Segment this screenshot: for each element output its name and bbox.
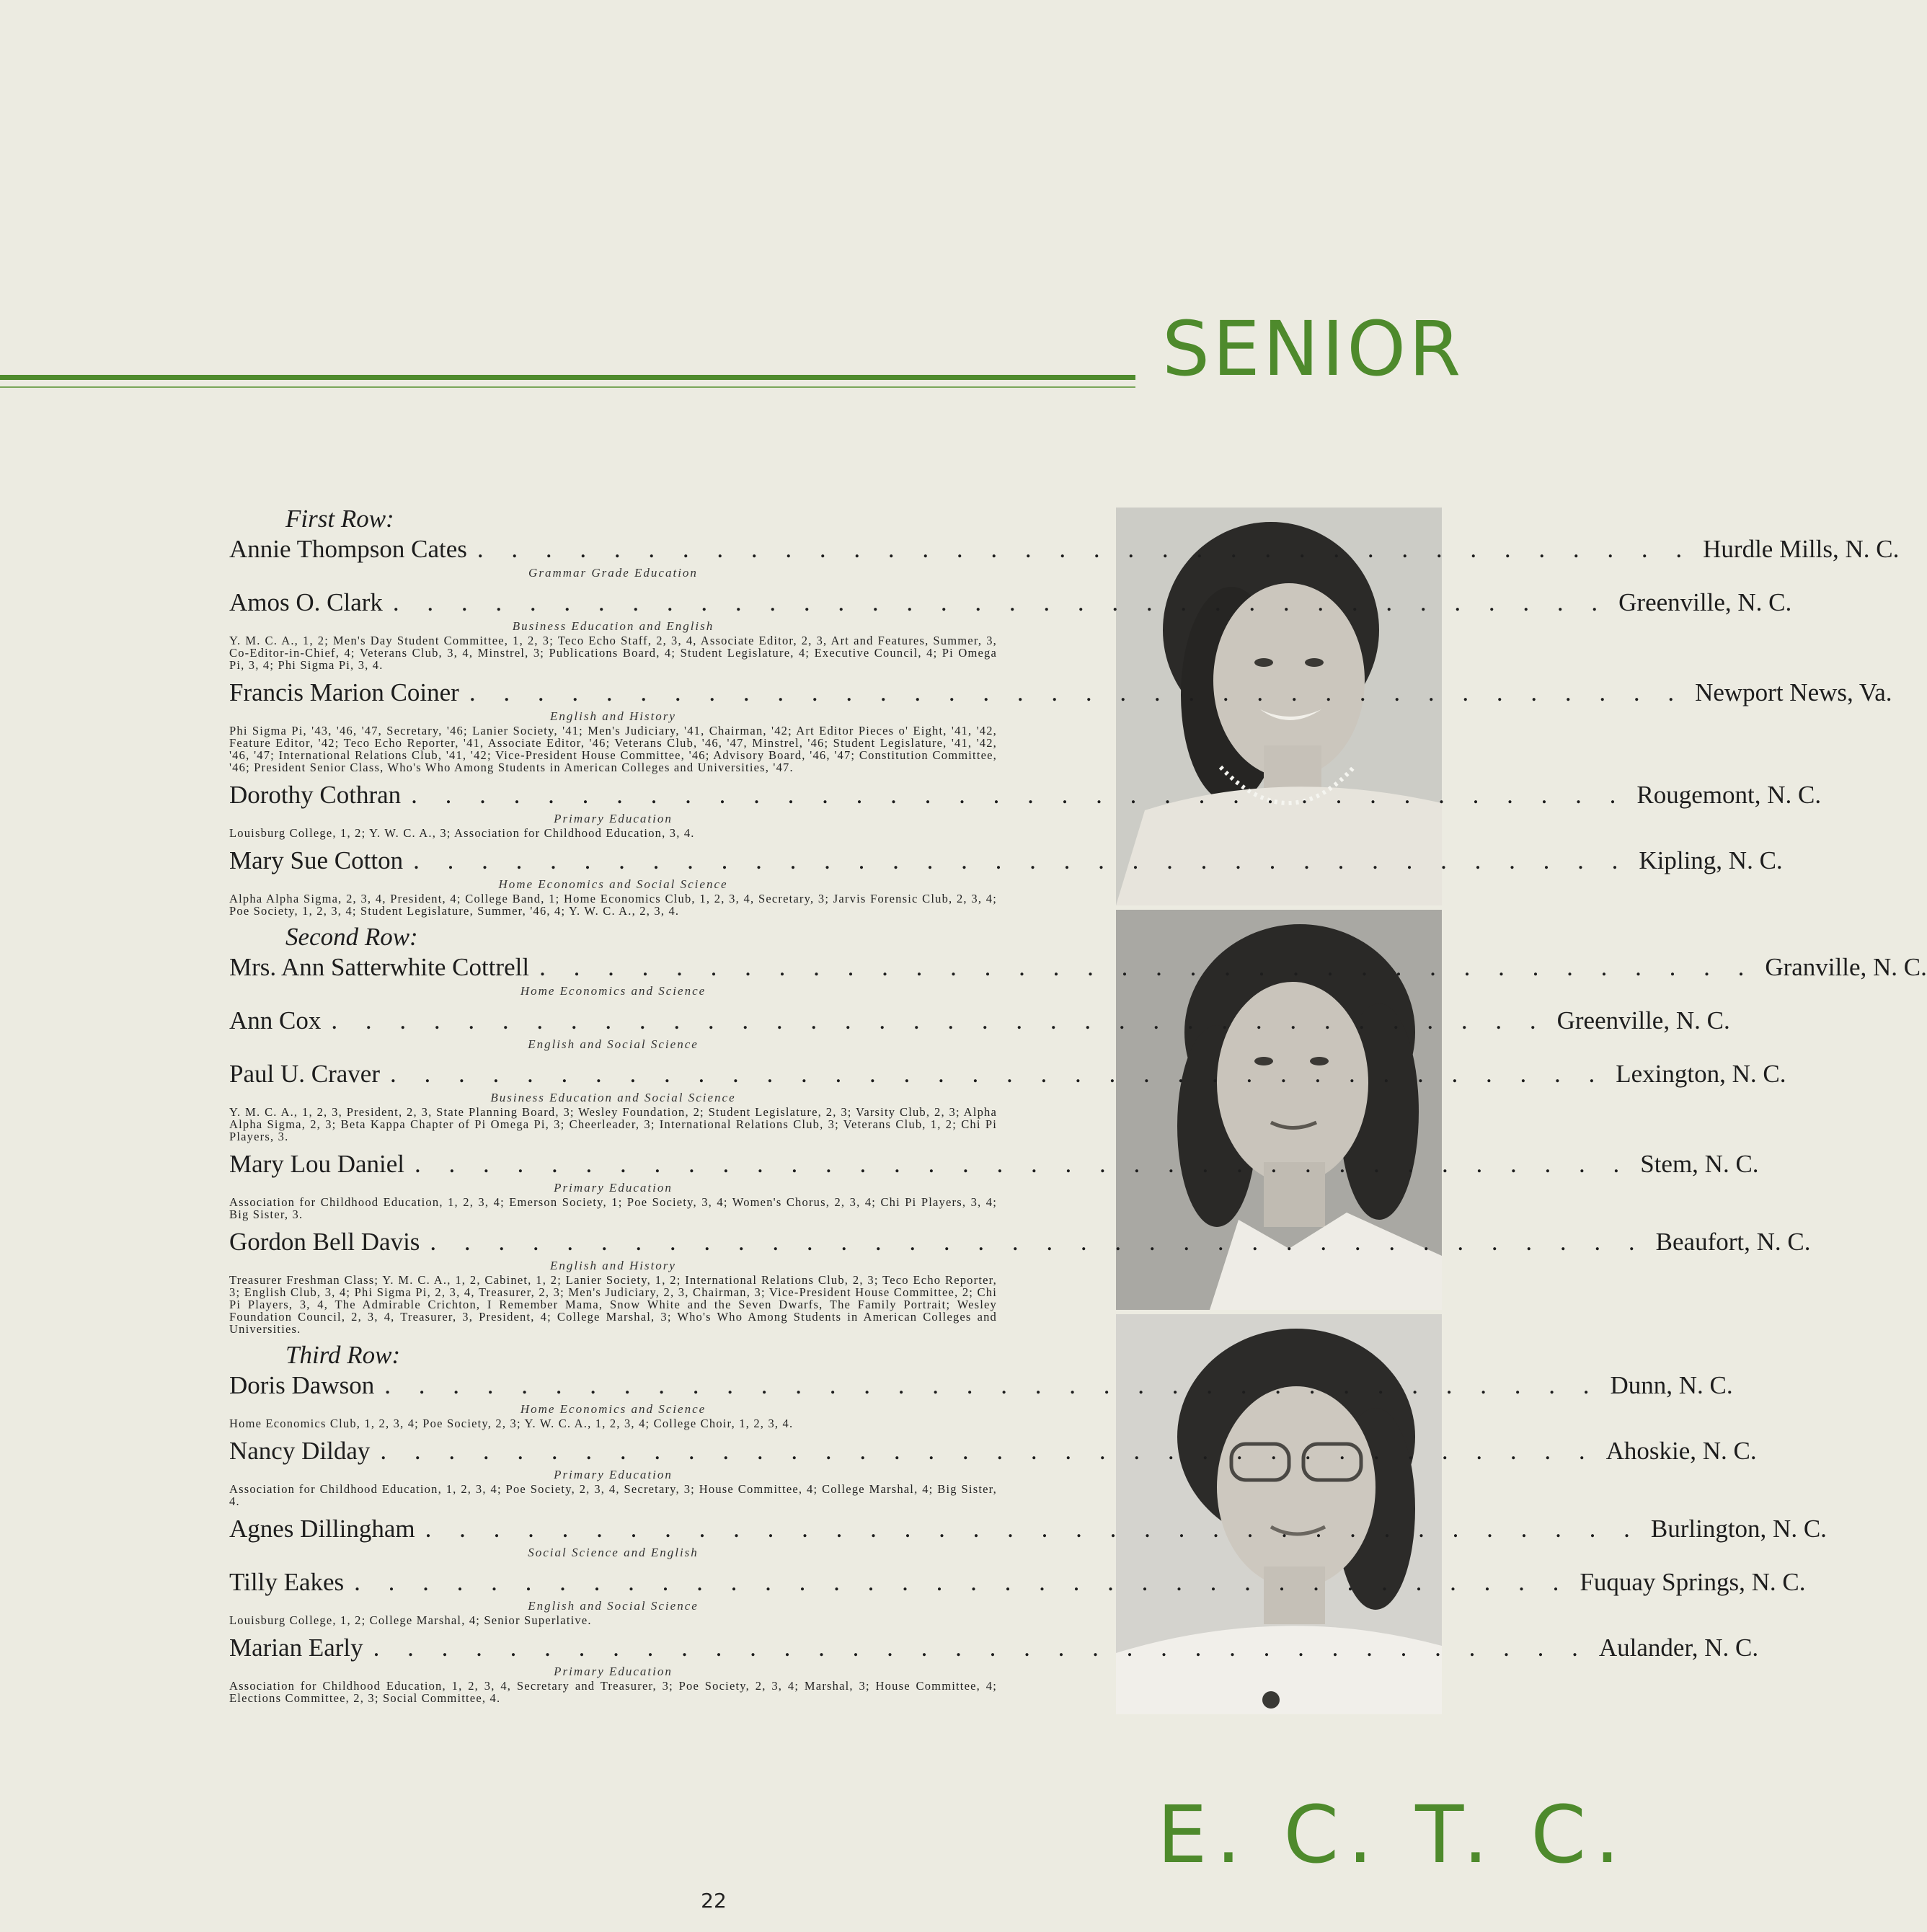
senior-name: Ann Cox xyxy=(229,1006,322,1034)
senior-name: Nancy Dilday xyxy=(229,1437,371,1465)
senior-hometown: Rougemont, N. C. xyxy=(1636,781,1822,809)
senior-activities: Louisburg College, 1, 2; College Marshal, 4; Senior Superlative. xyxy=(229,1613,592,1627)
senior-name: Mary Sue Cotton xyxy=(229,846,404,874)
senior-hometown: Burlington, N. C. xyxy=(1650,1515,1827,1543)
senior-major: English and History xyxy=(550,1259,676,1272)
row-heading-third: Third Row: xyxy=(285,1341,401,1369)
senior-activities: Association for Childhood Education, 1, 2, 3, 4; Poe Society, 2, 3, 4, Secretary, 3; House Committee, 4; College Marshal, 4; Big Sister, 4. xyxy=(229,1482,997,1508)
senior-activities: Association for Childhood Education, 1, 2, 3, 4; Emerson Society, 1; Poe Society, 3, 4; Women's Chorus, 2, 3, 4; Chi Pi Players, 3, 4; Big Sister, 3. xyxy=(229,1195,997,1221)
senior-major: Home Economics and Science xyxy=(520,1402,706,1416)
senior-major: English and Social Science xyxy=(528,1037,699,1051)
senior-entry xyxy=(229,587,1792,672)
institution-mark: E. C. T. C. xyxy=(1157,1789,1629,1881)
senior-listing xyxy=(229,505,1927,1710)
senior-major: Primary Education xyxy=(554,1181,673,1195)
senior-entry xyxy=(229,1005,1730,1053)
senior-hometown: Stem, N. C. xyxy=(1640,1150,1759,1178)
senior-name: Marian Early xyxy=(229,1634,363,1662)
senior-hometown: Newport News, Va. xyxy=(1695,678,1892,706)
senior-entry xyxy=(229,1632,1759,1705)
senior-major: English and History xyxy=(550,709,676,723)
senior-activities: Louisburg College, 1, 2; Y. W. C. A., 3; Association for Childhood Education, 3, 4. xyxy=(229,826,695,840)
senior-name: Mrs. Ann Satterwhite Cottrell xyxy=(229,953,530,981)
senior-name: Paul U. Craver xyxy=(229,1060,380,1088)
senior-name: Tilly Eakes xyxy=(229,1568,345,1596)
senior-major: Business Education and Social Science xyxy=(490,1091,736,1104)
senior-major: Business Education and English xyxy=(512,619,714,633)
senior-name: Doris Dawson xyxy=(229,1371,375,1399)
senior-hometown: Greenville, N. C. xyxy=(1556,1006,1730,1034)
page-number: 22 xyxy=(701,1889,727,1913)
header-rule-thin xyxy=(0,386,1135,388)
senior-entry xyxy=(229,1058,1786,1143)
senior-hometown: Greenville, N. C. xyxy=(1618,588,1792,616)
senior-hometown: Hurdle Mills, N. C. xyxy=(1703,535,1900,563)
senior-name: Dorothy Cothran xyxy=(229,781,402,809)
senior-major: Primary Education xyxy=(554,1665,673,1678)
senior-hometown: Lexington, N. C. xyxy=(1616,1060,1786,1088)
senior-entry xyxy=(229,1370,1733,1430)
senior-hometown: Granville, N. C. xyxy=(1765,953,1927,981)
senior-activities: Y. M. C. A., 1, 2; Men's Day Student Committee, 1, 2, 3; Teco Echo Staff, 2, 3, 4, Associate Editor, 2, 3, Art and Features, Summer, 3, Co-Editor-in-Chief, 4; Veterans Club, 3, 4, Minstrel, 3; Publications Board, 4; Student Legislature, 4; Executive Council, 4; Pi Omega Pi, 3, 4; Phi Sigma Pi, 3, 4. xyxy=(229,634,997,672)
senior-entry xyxy=(229,1435,1757,1508)
senior-entry xyxy=(229,952,1927,999)
senior-major: Primary Education xyxy=(554,812,673,825)
senior-major: Primary Education xyxy=(554,1468,673,1481)
senior-entry xyxy=(229,1226,1811,1336)
senior-entry xyxy=(229,677,1892,774)
senior-hometown: Beaufort, N. C. xyxy=(1655,1228,1811,1256)
senior-major: Grammar Grade Education xyxy=(528,566,698,580)
section-title: SENIOR xyxy=(1162,305,1464,393)
senior-entry xyxy=(229,845,1783,918)
senior-entry xyxy=(229,1513,1827,1561)
senior-entry xyxy=(229,779,1822,840)
senior-activities: Treasurer Freshman Class; Y. M. C. A., 1, 2, Cabinet, 1, 2; Lanier Society, 1, 2; International Relations Club, 2, 3; Teco Echo Reporter, 3; English Club, 3, 4; Phi Sigma Pi, 2, 3, 4, Treasurer, 2, 3; Men's Judiciary, 2, 3, Chairman, 3; Vice-President House Committee, 2; Chi Pi Players, 3, 4, The Admirable Crichton, I Remember Mama, Snow White and the Seven Dwarfs, The Family Portrait; Wesley Foundation Council, 2, 3, 4, Treasurer, 3, President, 4; College Marshal, 3; Who's Who Among Students in American Colleges and Universities. xyxy=(229,1273,997,1336)
senior-hometown: Aulander, N. C. xyxy=(1598,1634,1759,1662)
senior-entry xyxy=(229,1148,1759,1221)
header-rule xyxy=(0,375,1135,380)
row-heading-first: First Row: xyxy=(285,505,394,533)
senior-name: Agnes Dillingham xyxy=(229,1515,415,1543)
senior-activities: Y. M. C. A., 1, 2, 3, President, 2, 3, State Planning Board, 3; Wesley Foundation, 2; Student Legislature, 2, 3; Varsity Club, 2, 3; Alpha Alpha Sigma, 2, 3; Beta Kappa Chapter of Pi Omega Pi, 3; Cheerleader, 3; International Relations Club, 3; Veterans Club, 1, 2; Chi Pi Players, 3. xyxy=(229,1105,997,1143)
senior-name: Amos O. Clark xyxy=(229,588,383,616)
senior-hometown: Kipling, N. C. xyxy=(1639,846,1783,874)
senior-entry xyxy=(229,1567,1806,1627)
senior-name: Annie Thompson Cates xyxy=(229,535,467,563)
senior-activities: Home Economics Club, 1, 2, 3, 4; Poe Society, 2, 3; Y. W. C. A., 1, 2, 3, 4; College Choir, 1, 2, 3, 4. xyxy=(229,1417,794,1430)
senior-major: Social Science and English xyxy=(528,1546,699,1559)
senior-hometown: Dunn, N. C. xyxy=(1610,1371,1733,1399)
row-heading-second: Second Row: xyxy=(285,923,418,951)
senior-entry xyxy=(229,533,1900,581)
senior-major: Home Economics and Science xyxy=(520,984,706,998)
senior-activities: Association for Childhood Education, 1, 2, 3, 4, Secretary and Treasurer, 3; Poe Society, 2, 3, 4; Marshal, 3; House Committee, 4; Elections Committee, 2, 3; Social Committee, 4. xyxy=(229,1679,997,1705)
senior-name: Francis Marion Coiner xyxy=(229,678,459,706)
senior-major: Home Economics and Social Science xyxy=(498,877,728,891)
senior-hometown: Ahoskie, N. C. xyxy=(1605,1437,1757,1465)
senior-name: Gordon Bell Davis xyxy=(229,1228,420,1256)
senior-hometown: Fuquay Springs, N. C. xyxy=(1580,1568,1806,1596)
senior-name: Mary Lou Daniel xyxy=(229,1150,404,1178)
senior-major: English and Social Science xyxy=(528,1599,699,1613)
senior-activities: Phi Sigma Pi, '43, '46, '47, Secretary, '46; Lanier Society, '41; Men's Judiciary, '41, Chairman, '42; Art Editor Pieces o' Eight, '41, '42, Feature Editor, '42; Teco Echo Reporter, '41, Associate Editor, '46; Veterans Club, '46, '47, Minstrel, '46; Student Legislature, '41, '42, '46, '47; International Relations Club, '41, '42; Vice-President House Committee, '46; Advisory Board, '46, '47; Constitution Committee, '46; President Senior Class, Who's Who Among Students in American Colleges and Universities, '47. xyxy=(229,724,997,774)
senior-activities: Alpha Alpha Sigma, 2, 3, 4, President, 4; College Band, 1; Home Economics Club, 1, 2, 3, 4, Secretary, 3; Jarvis Forensic Club, 2, 3, 4; Poe Society, 1, 2, 3, 4; Student Legislature, Summer, '46, 4; Y. W. C. A., 2, 3, 4. xyxy=(229,892,997,918)
